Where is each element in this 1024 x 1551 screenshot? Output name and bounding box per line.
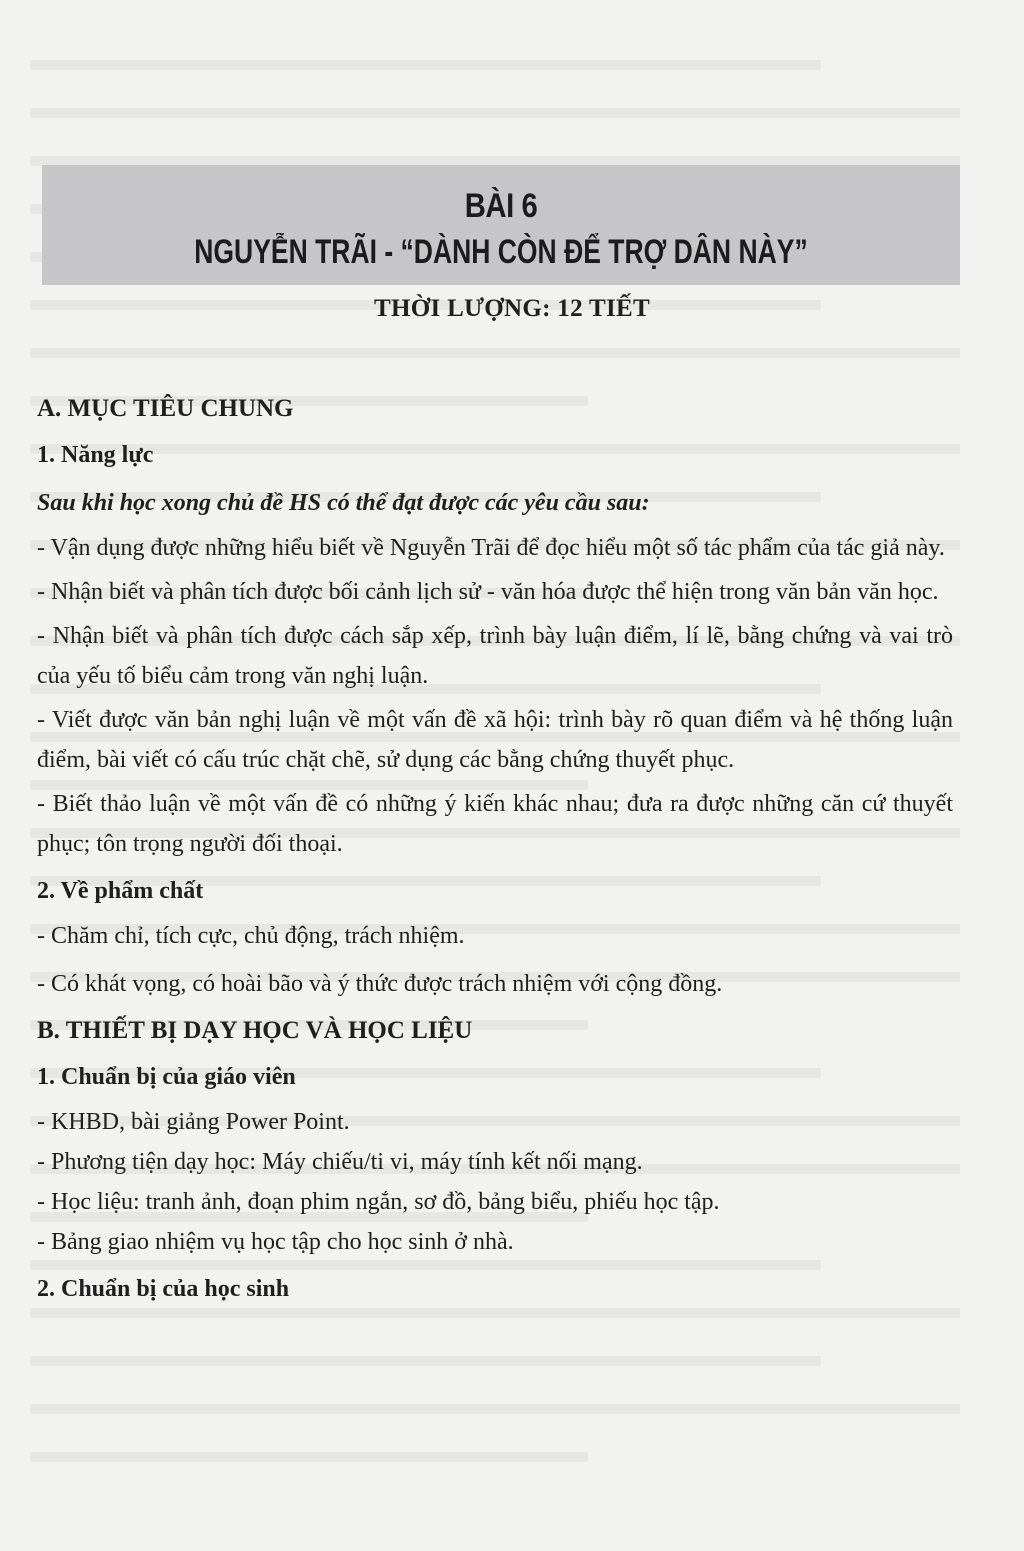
competence-item: - Biết thảo luận về một vấn đề có những ý kiến khác nhau; đưa ra được những căn cứ thuyết phục; tôn trọng người đối thoại. [37,791,953,857]
section-a-heading: A. MỤC TIÊU CHUNG [37,395,294,422]
competence-item: - Nhận biết và phân tích được bối cảnh lịch sử - văn hóa được thể hiện trong văn bản văn học. [37,579,939,605]
teacher-prep-heading: 1. Chuẩn bị của giáo viên [37,1064,296,1090]
teacher-prep-item: - Bảng giao nhiệm vụ học tập cho học sinh ở nhà. [37,1229,514,1255]
lesson-duration: THỜI LƯỢNG: 12 TIẾT [374,295,650,322]
qualities-item: - Chăm chỉ, tích cực, chủ động, trách nhiệm. [37,923,465,949]
teacher-prep-item: - Học liệu: tranh ảnh, đoạn phim ngắn, sơ đồ, bảng biểu, phiếu học tập. [37,1189,720,1215]
lesson-number: BÀI 6 [464,187,538,225]
competence-intro: Sau khi học xong chủ đề HS có thể đạt được các yêu cầu sau: [37,490,650,516]
teacher-prep-item: - KHBD, bài giảng Power Point. [37,1109,350,1135]
lesson-title: NGUYỄN TRÃI - “DÀNH CÒN ĐỂ TRỢ DÂN NÀY” [194,233,808,271]
lesson-title-band [42,165,960,285]
competence-item: - Vận dụng được những hiểu biết về Nguyễn Trãi để đọc hiểu một số tác phẩm của tác giả này. [37,535,945,561]
teacher-prep-item: - Phương tiện dạy học: Máy chiếu/ti vi, máy tính kết nối mạng. [37,1149,643,1175]
competence-item: - Viết được văn bản nghị luận về một vấn đề xã hội: trình bày rõ quan điểm và hệ thống luận điểm, bài viết có cấu trúc chặt chẽ, sử dụng các bằng chứng thuyết phục. [37,707,953,773]
competence-heading: 1. Năng lực [37,442,154,468]
section-b-heading: B. THIẾT BỊ DẠY HỌC VÀ HỌC LIỆU [37,1017,473,1044]
competence-item: - Nhận biết và phân tích được cách sắp xếp, trình bày luận điểm, lí lẽ, bằng chứng và vai trò của yếu tố biểu cảm trong văn nghị luận. [37,623,953,689]
qualities-item: - Có khát vọng, có hoài bão và ý thức được trách nhiệm với cộng đồng. [37,971,723,997]
student-prep-heading: 2. Chuẩn bị của học sinh [37,1276,290,1302]
qualities-heading: 2. Về phẩm chất [37,878,204,904]
lesson-content [37,388,953,1310]
